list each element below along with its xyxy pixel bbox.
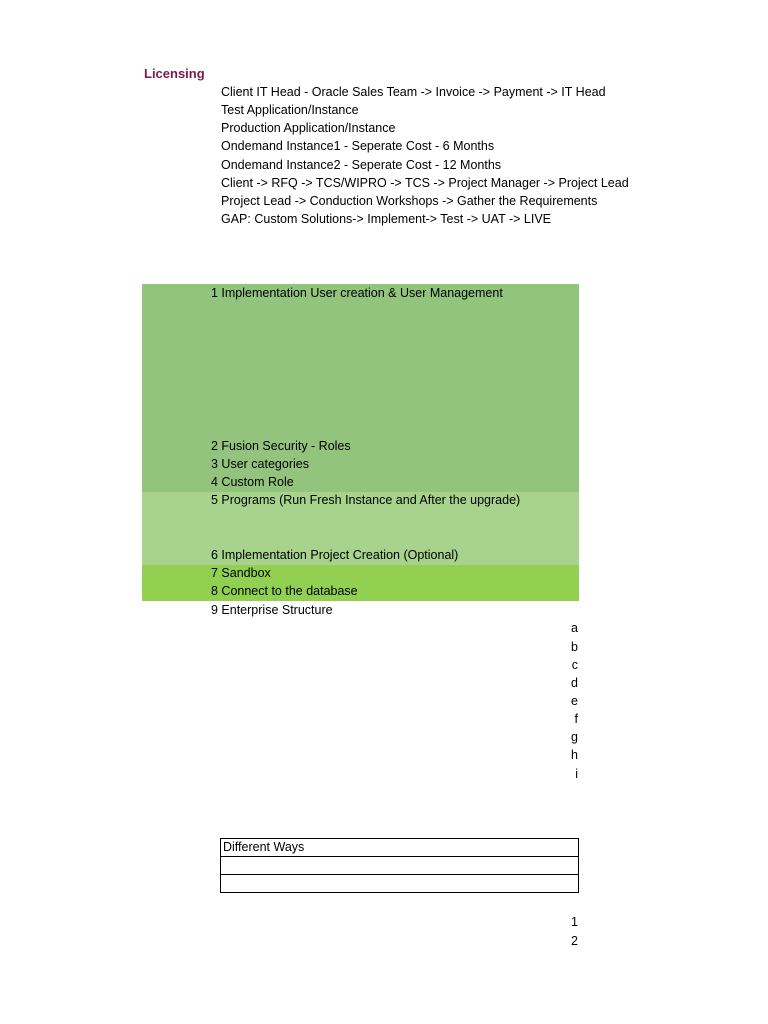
- table-header[interactable]: Different Ways: [220, 838, 579, 857]
- note-line: Production Application/Instance: [221, 121, 396, 135]
- step-item: 5 Programs (Run Fresh Instance and After the upgrade): [211, 493, 521, 507]
- step-item: 3 User categories: [211, 457, 309, 471]
- sub-item: i: [575, 767, 578, 781]
- different-ways-table: [220, 838, 579, 893]
- note-line: GAP: Custom Solutions-> Implement-> Test -> UAT -> LIVE: [221, 212, 551, 226]
- table-row[interactable]: [220, 874, 579, 893]
- sub-item: e: [571, 694, 578, 708]
- sub-item: f: [574, 712, 578, 726]
- note-line: Client IT Head - Oracle Sales Team -> Invoice -> Payment -> IT Head: [221, 85, 606, 99]
- section-title: Licensing: [144, 66, 205, 81]
- sub-item: g: [571, 730, 578, 744]
- note-line: Ondemand Instance1 - Seperate Cost - 6 Months: [221, 139, 495, 153]
- number-item: 1: [571, 915, 578, 929]
- sub-item: h: [571, 748, 578, 762]
- note-line: Ondemand Instance2 - Seperate Cost - 12 Months: [221, 158, 502, 172]
- step-item: 1 Implementation User creation & User Management: [211, 286, 503, 300]
- sub-item: d: [571, 676, 578, 690]
- table-row[interactable]: [220, 856, 579, 875]
- note-line: Project Lead -> Conduction Workshops -> Gather the Requirements: [221, 194, 598, 208]
- sub-item: c: [571, 658, 578, 672]
- number-item: 2: [571, 934, 578, 948]
- step-item: 4 Custom Role: [211, 475, 294, 489]
- sub-item: b: [571, 640, 578, 654]
- note-line: Client -> RFQ -> TCS/WIPRO -> TCS -> Project Manager -> Project Lead: [221, 176, 629, 190]
- sub-item: a: [571, 621, 578, 635]
- step-item: 6 Implementation Project Creation (Optional): [211, 548, 459, 562]
- step-item: 2 Fusion Security - Roles: [211, 439, 351, 453]
- note-line: Test Application/Instance: [221, 103, 359, 117]
- step-item: 7 Sandbox: [211, 566, 271, 580]
- step-item: 9 Enterprise Structure: [211, 603, 333, 617]
- step-item: 8 Connect to the database: [211, 584, 358, 598]
